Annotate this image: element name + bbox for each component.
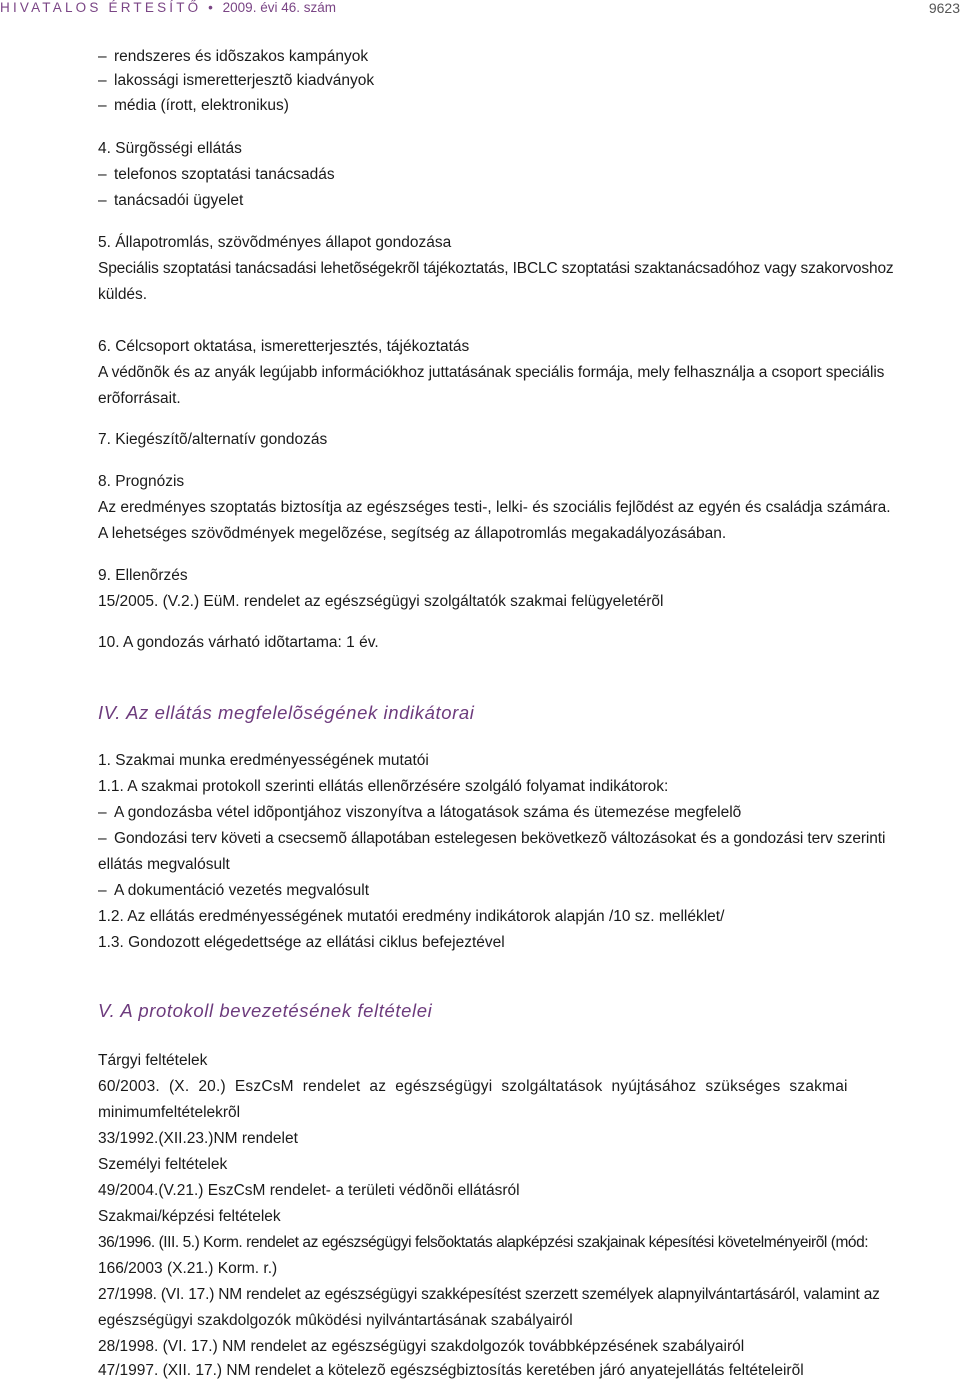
paragraph-line: erõforrásait. [98, 390, 181, 407]
paragraph-line: ellátás megvalósult [98, 856, 230, 873]
section-heading: V. A protokoll bevezetésének feltételei [98, 1000, 433, 1021]
item-heading: 4. Sürgõsségi ellátás [98, 140, 242, 157]
journal-title: HIVATALOS ÉRTESÍTŐ [0, 0, 202, 15]
paragraph-line: küldés. [98, 286, 148, 303]
paragraph-line: 49/2004.(V.21.) EszCsM rendelet- a területi védõnõi ellátásról [98, 1182, 520, 1199]
subheading: Szakmai/képzési feltételek [98, 1208, 281, 1225]
journal-header [0, 0, 336, 15]
item-heading: 7. Kiegészítõ/alternatív gondozás [98, 431, 328, 448]
paragraph-line: 1.1. A szakmai protokoll szerinti ellátás ellenõrzésére szolgáló folyamat indikátorok: [98, 778, 669, 795]
issue-label: 2009. évi 46. szám [222, 0, 336, 15]
paragraph-line: Az eredményes szoptatás biztosítja az egészséges testi-, lelki- és szociális fejlõdést az egyén és családja számára. [98, 499, 891, 516]
paragraph-line: 1.3. Gondozott elégedettsége az ellátási ciklus befejeztével [98, 934, 505, 951]
paragraph-line: 33/1992.(XII.23.)NM rendelet [98, 1130, 298, 1147]
bullet-item: – telefonos szoptatási tanácsadás [98, 166, 335, 183]
paragraph-line: A védõnõk és az anyák legújabb információkhoz juttatásának speciális formája, mely felhasználja a csoport speciális [98, 364, 885, 381]
item-heading: 5. Állapotromlás, szövõdményes állapot gondozása [98, 234, 452, 251]
item-heading: 6. Célcsoport oktatása, ismeretterjesztés, tájékoztatás [98, 338, 470, 355]
paragraph-line: minimumfeltételekrõl [98, 1104, 241, 1121]
section-heading: IV. Az ellátás megfelelõségének indikátorai [98, 702, 475, 723]
running-header [0, 0, 960, 16]
bullet-item: – rendszeres és idõszakos kampányok [98, 48, 369, 65]
paragraph-line: 27/1998. (VI. 17.) NM rendelet az egészségügyi szakképesítést szerzett személyek alapnyilvántartásáról, valamint az [98, 1286, 880, 1303]
item-heading: 8. Prognózis [98, 473, 185, 490]
subheading: Tárgyi feltételek [98, 1052, 208, 1069]
header-bullet: • [208, 0, 213, 15]
paragraph-line: 47/1997. (XII. 17.) NM rendelet a kötelezõ egészségbiztosítás keretében járó anyatejellátás feltételeirõl [98, 1362, 804, 1379]
paragraph-line: 166/2003 (X.21.) Korm. r.) [98, 1260, 278, 1277]
paragraph-line: 36/1996. (III. 5.) Korm. rendelet az egészségügyi felsõoktatás alapképzési szakjainak képesítési követelményeirõl (mód: [98, 1234, 869, 1251]
paragraph-line: 1.2. Az ellátás eredményességének mutatói eredmény indikátorok alapján /10 sz. melléklet/ [98, 908, 725, 925]
item-heading: 9. Ellenõrzés [98, 567, 188, 584]
subheading: Személyi feltételek [98, 1156, 228, 1173]
paragraph-line: Speciális szoptatási tanácsadási lehetõségekrõl tájékoztatás, IBCLC szoptatási szaktanácsadóhoz vagy szakorvoshoz [98, 260, 894, 277]
paragraph-line: A lehetséges szövõdmények megelõzése, segítség az állapotromlás megakadályozásában. [98, 525, 727, 542]
item-heading: 10. A gondozás várható idõtartama: 1 év. [98, 634, 379, 651]
bullet-item: – Gondozási terv követi a csecsemõ állapotában estelegesen bekövetkezõ változásokat és a gondozási terv szerinti [98, 830, 886, 847]
paragraph-line: 15/2005. (V.2.) EüM. rendelet az egészségügyi szolgáltatók szakmai felügyeletérõl [98, 593, 664, 610]
paragraph-line: 60/2003. (X. 20.) EszCsM rendelet az egészségügyi szolgáltatások nyújtásához szükséges szakmai [98, 1078, 848, 1095]
bullet-item: – A dokumentáció vezetés megvalósult [98, 882, 370, 899]
bullet-item: – média (írott, elektronikus) [98, 97, 289, 114]
item-heading: 1. Szakmai munka eredményességének mutatói [98, 752, 429, 769]
bullet-item: – A gondozásba vétel idõpontjához viszonyítva a látogatások száma és ütemezése megfelelõ [98, 804, 742, 821]
paragraph-line: egészségügyi szakdolgozók mûködési nyilvántartásának szabályairól [98, 1312, 573, 1329]
paragraph-line: 28/1998. (VI. 17.) NM rendelet az egészségügyi szakdolgozók továbbképzésének szabályairól [98, 1338, 745, 1355]
bullet-item: – tanácsadói ügyelet [98, 192, 244, 209]
bullet-item: – lakossági ismeretterjesztõ kiadványok [98, 72, 375, 89]
page-number: 9623 [928, 0, 960, 16]
